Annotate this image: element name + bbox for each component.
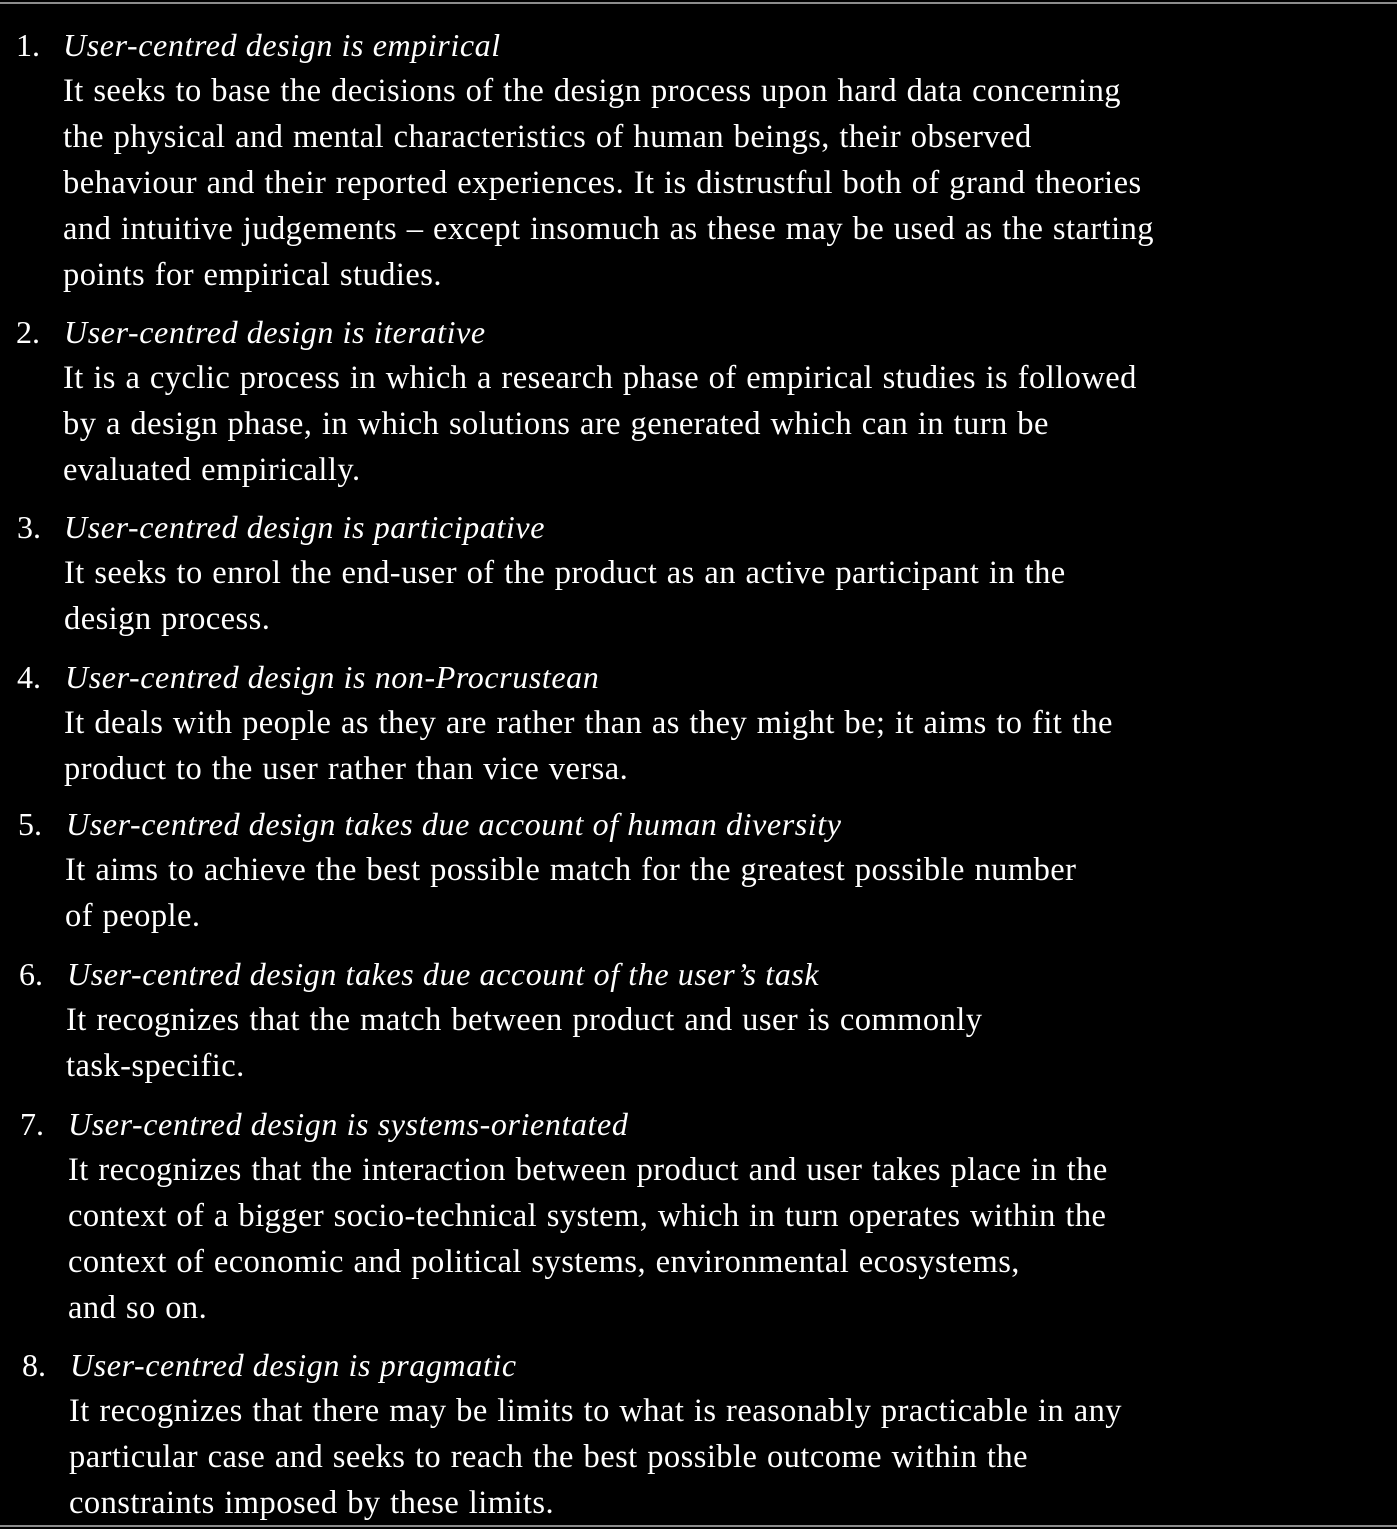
description-line: evaluated empirically. xyxy=(63,452,361,488)
description-line: It seeks to enrol the end-user of the product as an active participant in the xyxy=(64,555,1066,591)
principle-description xyxy=(66,997,982,1089)
description-line: points for empirical studies. xyxy=(63,257,442,293)
principle-description xyxy=(68,1147,1108,1331)
description-line: particular case and seeks to reach the best possible outcome within the xyxy=(69,1439,1028,1475)
principle-description xyxy=(63,355,1137,493)
description-line: It recognizes that the match between product and user is commonly xyxy=(66,1002,983,1038)
principle-number: 8. xyxy=(22,1347,46,1383)
description-line: design process. xyxy=(64,601,271,637)
principle-description xyxy=(63,68,1154,298)
principle-number: 4. xyxy=(17,659,41,695)
principle-description xyxy=(64,700,1113,792)
principle-description xyxy=(69,1388,1122,1526)
description-line: and intuitive judgements – except insomuch as these may be used as the starting xyxy=(63,211,1155,247)
description-line: It seeks to base the decisions of the design process upon hard data concerning xyxy=(63,73,1122,109)
principle-description xyxy=(64,550,1066,642)
description-line: It aims to achieve the best possible match for the greatest possible number xyxy=(65,852,1077,888)
principle-number: 2. xyxy=(16,314,40,350)
principle-heading: User-centred design takes due account of human diversity xyxy=(66,806,842,842)
principle-heading: User-centred design is iterative xyxy=(64,314,486,350)
principle-number: 7. xyxy=(20,1106,44,1142)
description-line: and so on. xyxy=(68,1290,208,1326)
description-line: product to the user rather than vice versa. xyxy=(64,751,629,787)
principle-heading: User-centred design is empirical xyxy=(63,27,501,63)
description-line: constraints imposed by these limits. xyxy=(69,1485,555,1521)
description-line: It recognizes that the interaction between product and user takes place in the xyxy=(68,1152,1108,1188)
description-line: of people. xyxy=(65,898,201,934)
principle-number: 5. xyxy=(18,806,42,842)
description-line: task-specific. xyxy=(66,1048,245,1084)
principle-heading: User-centred design is non-Procrustean xyxy=(65,659,600,695)
principle-heading: User-centred design takes due account of the user’s task xyxy=(67,956,820,992)
description-line: context of a bigger socio-technical system, which in turn operates within the xyxy=(68,1198,1107,1234)
description-line: It recognizes that there may be limits to what is reasonably practicable in any xyxy=(69,1393,1122,1429)
description-line: It deals with people as they are rather than as they might be; it aims to fit the xyxy=(64,705,1113,741)
principle-number: 3. xyxy=(17,509,41,545)
description-line: It is a cyclic process in which a research phase of empirical studies is followed xyxy=(63,360,1137,396)
principle-number: 6. xyxy=(19,956,43,992)
principle-heading: User-centred design is pragmatic xyxy=(70,1347,517,1383)
principle-description xyxy=(65,847,1076,939)
top-rule xyxy=(0,2,1397,4)
description-line: behaviour and their reported experiences. It is distrustful both of grand theories xyxy=(63,165,1142,201)
description-line: by a design phase, in which solutions are generated which can in turn be xyxy=(63,406,1049,442)
principle-heading: User-centred design is participative xyxy=(64,509,546,545)
description-line: context of economic and political systems, environmental ecosystems, xyxy=(68,1244,1020,1280)
principle-number: 1. xyxy=(16,27,40,63)
bottom-rule xyxy=(0,1525,1397,1527)
description-line: the physical and mental characteristics of human beings, their observed xyxy=(63,119,1032,155)
principle-heading: User-centred design is systems-orientated xyxy=(68,1106,629,1142)
